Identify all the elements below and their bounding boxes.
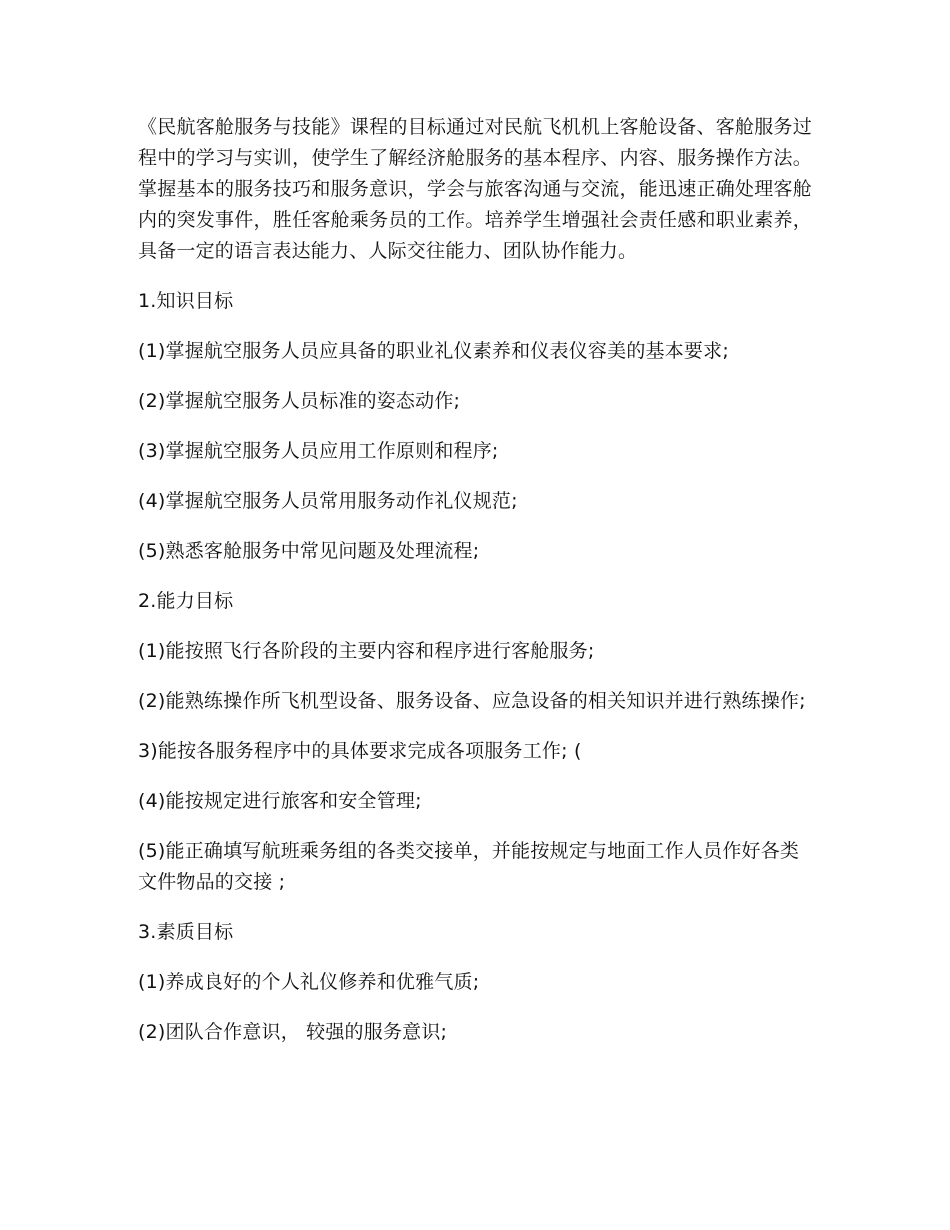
ability-item-5: (5)能正确填写航班乘务组的各类交接单，并能按规定与地面工作人员作好各类文件物品的交接 ; — [138, 840, 800, 893]
ability-item-3: 3)能按各服务程序中的具体要求完成各项服务工作; ( — [138, 740, 582, 762]
knowledge-item-2: (2)掌握航空服务人员标准的姿态动作; — [138, 390, 461, 412]
intro-paragraph: 《民航客舱服务与技能》课程的目标通过对民航飞机机上客舱设备、客舱服务过程中的学习与实训，使学生了解经济舱服务的基本程序、内容、服务操作方法。掌握基本的服务技巧和服务意识，学会与旅客沟通与交流，能迅速正确处理客舱内的突发事件，胜任客舱乘务员的工作。培养学生增强社会责任感和职业素养，具备一定的语言表达能力、人际交往能力、团队协作能力。 — [138, 116, 812, 262]
section-heading-knowledge: 1.知识目标 — [138, 290, 234, 312]
knowledge-item-1: (1)掌握航空服务人员应具备的职业礼仪素养和仪表仪容美的基本要求; — [138, 340, 729, 362]
quality-item-2: (2)团队合作意识， 较强的服务意识; — [138, 1021, 448, 1043]
knowledge-item-5: (5)熟悉客舱服务中常见问题及处理流程; — [138, 540, 480, 562]
ability-item-2: (2)能熟练操作所飞机型设备、服务设备、应急设备的相关知识并进行熟练操作; — [138, 690, 806, 712]
quality-item-1: (1)养成良好的个人礼仪修养和优雅气质; — [138, 971, 480, 993]
ability-item-4: (4)能按规定进行旅客和安全管理; — [138, 790, 422, 812]
knowledge-item-3: (3)掌握航空服务人员应用工作原则和程序; — [138, 440, 499, 462]
section-heading-ability: 2.能力目标 — [138, 590, 234, 612]
knowledge-item-4: (4)掌握航空服务人员常用服务动作礼仪规范; — [138, 490, 518, 512]
document-body — [138, 112, 812, 1048]
section-heading-quality: 3.素质目标 — [138, 921, 234, 943]
ability-item-1: (1)能按照飞行各阶段的主要内容和程序进行客舱服务; — [138, 640, 595, 662]
